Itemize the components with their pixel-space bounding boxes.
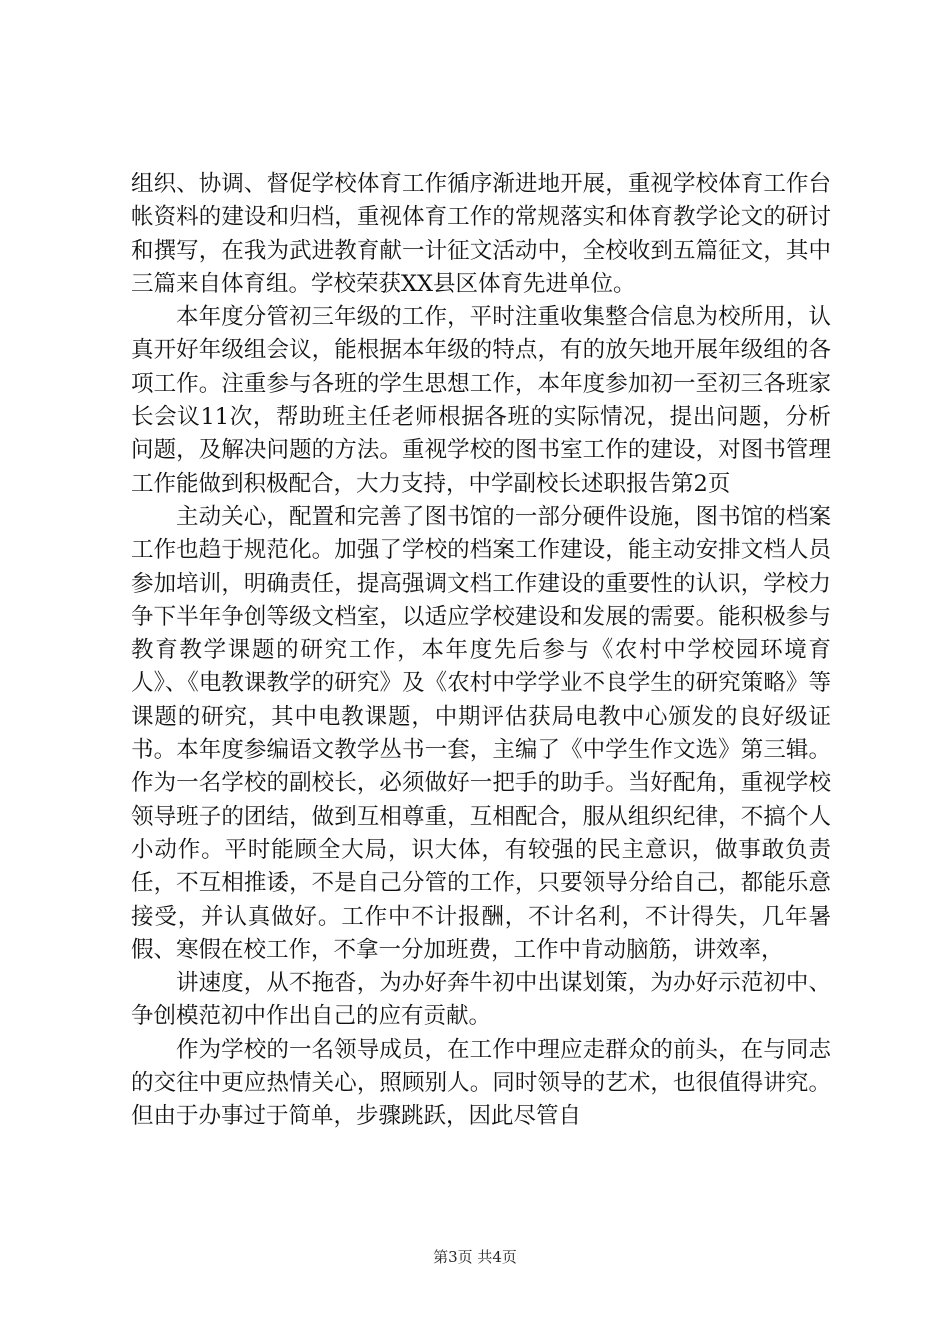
paragraph-1: 组织、协调、督促学校体育工作循序渐进地开展，重视学校体育工作台帐资料的建设和归档，重视体育工作的常规落实和体育教学论文的研讨和撰写，在我为武进教育献一计征文活动中，全校收到五篇征文，其中三篇来自体育组。学校荣获XX县区体育先进单位。: [131, 171, 831, 297]
paragraph-5: 作为学校的一名领导成员，在工作中理应走群众的前头，在与同志的交往中更应热情关心，照顾别人。同时领导的艺术，也很值得讲究。但由于办事过于简单，步骤跳跃，因此尽管自: [131, 1036, 831, 1130]
paragraph-3: 主动关心，配置和完善了图书馆的一部分硬件设施，图书馆的档案工作也趋于规范化。加强了学校的档案工作建设，能主动安排文档人员参加培训，明确责任，提高强调文档工作建设的重要性的认识，学校力争下半年争创等级文档室，以适应学校建设和发展的需要。能积极参与教育教学课题的研究工作，本年度先后参与《农村中学校园环境育人》、《电教课教学的研究》及《农村中学学业不良学生的研究策略》等课题的研究，其中电教课题，中期评估获局电教中心颁发的良好级证书。本年度参编语文教学丛书一套，主编了《中学生作文选》第三辑。作为一名学校的副校长，必须做好一把手的助手。当好配角，重视学校领导班子的团结，做到互相尊重，互相配合，服从组织纪律，不搞个人小动作。平时能顾全大局，识大体，有较强的民主意识，做事敢负责任，不互相推诿，不是自己分管的工作，只要领导分给自己，都能乐意接受，并认真做好。工作中不计报酬，不计名利，不计得失，几年暑假、寒假在校工作，不拿一分加班费，工作中肯动脑筋，讲效率，: [131, 503, 831, 963]
paragraph-4: 讲速度，从不拖沓，为办好奔牛初中出谋划策，为办好示范初中、争创模范初中作出自己的应有贡献。: [131, 970, 831, 1030]
page-footer: 第3页 共4页: [433, 1248, 517, 1266]
paragraph-2: 本年度分管初三年级的工作，平时注重收集整合信息为校所用，认真开好年级组会议，能根据本年级的特点，有的放矢地开展年级组的各项工作。注重参与各班的学生思想工作，本年度参加初一至初三各班家长会议11次，帮助班主任老师根据各班的实际情况，提出问题，分析问题，及解决问题的方法。重视学校的图书室工作的建设，对图书管理工作能做到积极配合，大力支持，中学副校长述职报告第2页: [131, 304, 831, 497]
document-body: [131, 168, 831, 1134]
